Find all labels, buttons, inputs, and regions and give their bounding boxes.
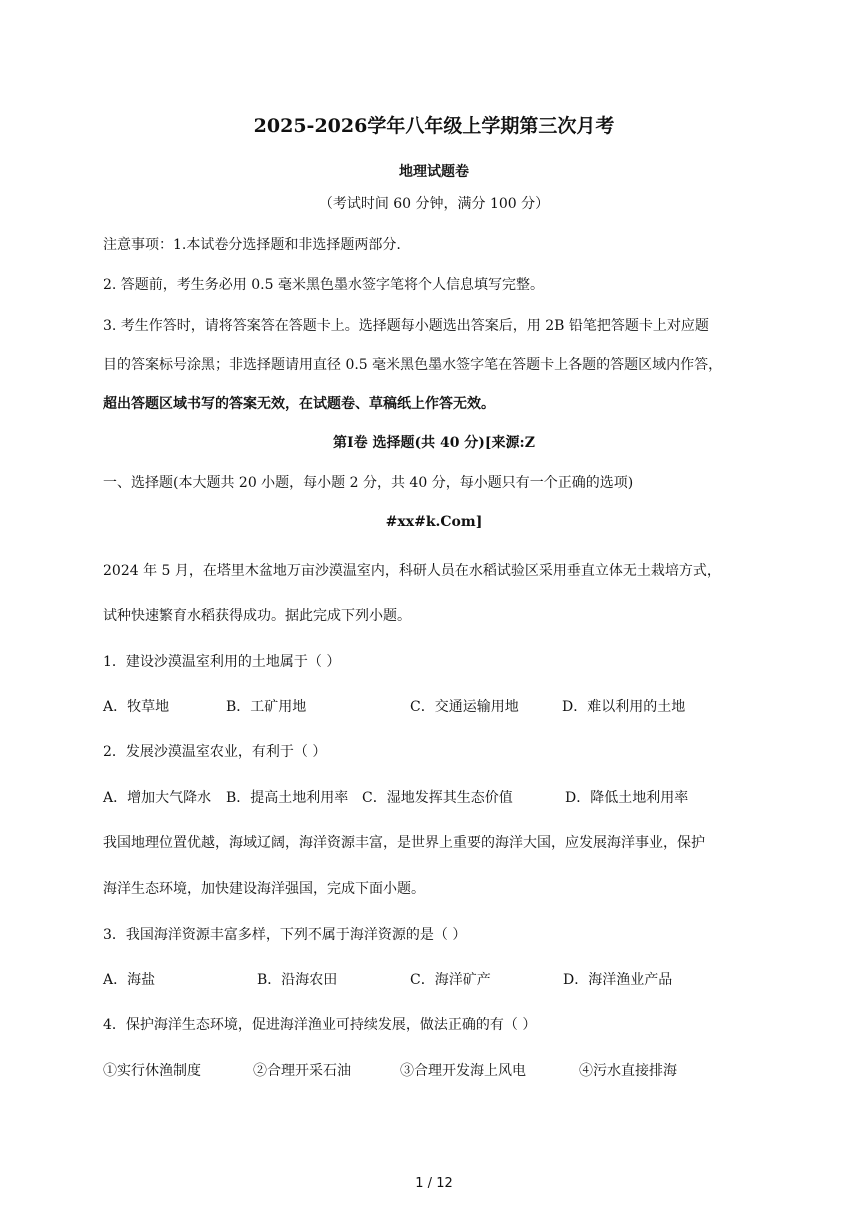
question-4-choice-3: ③合理开发海上风电 [400,1063,526,1079]
notice-line-2: 2. 答题前，考生务必用 0.5 毫米黑色墨水签字笔将个人信息填写完整。 [103,277,544,293]
section-instruction: 一、选择题(本大题共 20 小题，每小题 2 分，共 40 分，每小题只有一个正确的选项) [103,475,634,491]
total-pages: 12 [436,1176,453,1191]
question-1-stem: 1．建设沙漠温室利用的土地属于（ ） [103,654,341,670]
notice-line-3: 3. 考生作答时，请将答案答在答题卡上。选择题每小题选出答案后，用 2B 铅笔把答题卡上对应题 [103,318,709,334]
question-3-stem: 3．我国海洋资源丰富多样，下列不属于海洋资源的是（ ） [103,927,467,943]
exam-info: （考试时间 60 分钟，满分 100 分） [318,196,550,212]
question-3-option-c: C．海洋矿产 [410,972,491,988]
question-4-stem: 4．保护海洋生态环境，促进海洋渔业可持续发展，做法正确的有（ ） [103,1017,537,1033]
question-1-option-d: D．难以利用的土地 [562,699,686,715]
question-2-option-d: D．降低土地利用率 [565,790,689,806]
notice-line-4: 目的答案标号涂黑；非选择题请用直径 0.5 毫米黑色墨水签字笔在答题卡上各题的答题区域内作答， [103,357,723,373]
question-2-option-c: C．湿地发挥其生态价值 [362,790,513,806]
passage-1-line-1: 2024 年 5 月，在塔里木盆地万亩沙漠温室内，科研人员在水稻试验区采用垂直立体无土栽培方式， [103,563,721,579]
passage-2-line-2: 海洋生态环境，加快建设海洋强国，完成下面小题。 [103,881,425,897]
question-1-option-b: B．工矿用地 [226,699,307,715]
subject-title: 地理试题卷 [399,164,469,180]
question-4-choice-2: ②合理开采石油 [253,1063,351,1079]
passage-1-line-2: 试种快速繁育水稻获得成功。据此完成下列小题。 [103,608,411,624]
notice-line-5: 超出答题区域书写的答案无效，在试题卷、草稿纸上作答无效。 [103,396,495,412]
notice-line-1: 注意事项：1.本试卷分选择题和非选择题两部分. [103,237,401,253]
page-separator: / [427,1176,433,1191]
question-2-stem: 2．发展沙漠温室农业，有利于（ ） [103,744,327,760]
question-4-choice-4: ④污水直接排海 [579,1063,677,1079]
question-1-option-c: C．交通运输用地 [410,699,519,715]
passage-2-line-1: 我国地理位置优越，海域辽阔，海洋资源丰富，是世界上重要的海洋大国，应发展海洋事业，保护 [103,835,705,851]
question-4-choice-1: ①实行休渔制度 [103,1063,201,1079]
source-tag: #xx#k.Com] [385,514,483,530]
question-3-option-a: A．海盐 [103,972,156,988]
exam-title: 2025-2026学年八年级上学期第三次月考 [253,115,615,137]
question-2-option-a: A．增加大气降水 [103,790,212,806]
page-number [0,1174,868,1194]
section-title: 第Ⅰ卷 选择题(共 40 分)[来源:Z [333,435,535,451]
question-2-option-b: B．提高土地利用率 [226,790,349,806]
question-3-option-d: D．海洋渔业产品 [563,972,673,988]
current-page: 1 [415,1176,424,1191]
question-1-option-a: A．牧草地 [103,699,170,715]
question-3-option-b: B．沿海农田 [257,972,338,988]
